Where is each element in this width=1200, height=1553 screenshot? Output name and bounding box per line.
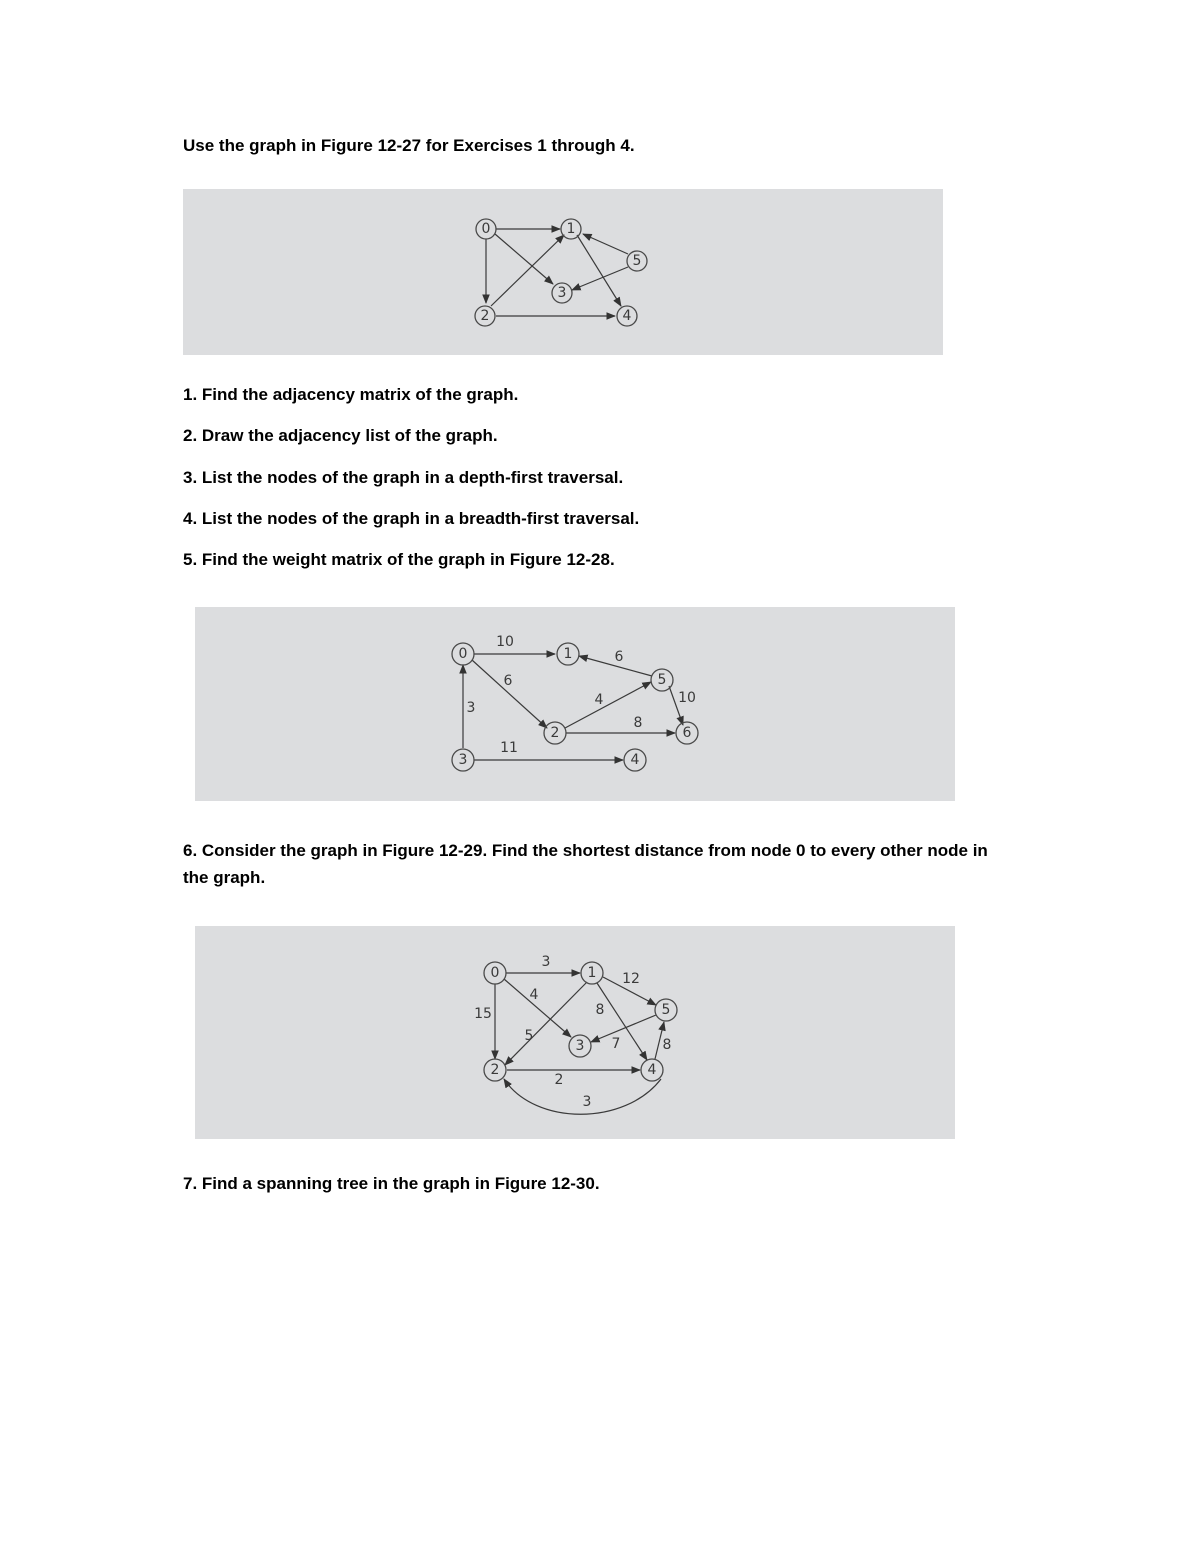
edge-weight: 4 (594, 692, 604, 708)
graph-node (452, 643, 474, 665)
edge-weight: 5 (524, 1028, 534, 1044)
edges (486, 229, 628, 316)
exercise-4: 4. List the nodes of the graph in a breadth-first traversal. (183, 509, 640, 528)
graph-node (581, 962, 603, 984)
svg-text:5: 5 (632, 253, 642, 269)
graph-node (617, 306, 637, 326)
graph-node (641, 1059, 663, 1081)
edge-weight: 11 (500, 740, 518, 756)
edge-weight: 8 (662, 1037, 672, 1053)
figure-12-27 (183, 189, 943, 355)
graph-node (655, 999, 677, 1021)
figure-12-28 (195, 607, 955, 801)
edge-weight: 8 (595, 1002, 605, 1018)
edge-5-3 (591, 1015, 656, 1042)
graph-node (552, 283, 572, 303)
edge-weight: 4 (529, 987, 539, 1003)
graph-node (452, 749, 474, 771)
graph-node (475, 306, 495, 326)
svg-text:0: 0 (481, 221, 491, 237)
svg-text:3: 3 (575, 1038, 585, 1054)
svg-text:4: 4 (647, 1062, 657, 1078)
edge-1-4 (577, 235, 621, 306)
svg-text:5: 5 (661, 1002, 671, 1018)
svg-text:1: 1 (563, 646, 573, 662)
figure-12-29-graph (195, 926, 955, 1139)
figure-12-27-graph (183, 189, 943, 355)
edge-0-3 (495, 234, 553, 284)
svg-text:1: 1 (587, 965, 597, 981)
edge-0-2 (472, 660, 547, 728)
graph-node (484, 1059, 506, 1081)
edge-5-1 (583, 234, 628, 254)
exercise-3: 3. List the nodes of the graph in a depth-first traversal. (183, 468, 624, 487)
svg-text:5: 5 (657, 672, 667, 688)
exercise-1: 1. Find the adjacency matrix of the graph. (183, 385, 519, 404)
graph-node (651, 669, 673, 691)
intro-text: Use the graph in Figure 12-27 for Exercises 1 through 4. (183, 136, 635, 155)
svg-text:2: 2 (490, 1062, 500, 1078)
svg-text:0: 0 (458, 646, 468, 662)
edge-weight: 6 (614, 649, 624, 665)
svg-text:4: 4 (622, 308, 632, 324)
edges (463, 654, 683, 760)
exercise-7: 7. Find a spanning tree in the graph in Figure 12-30. (183, 1174, 600, 1193)
graph-node (624, 749, 646, 771)
svg-text:2: 2 (550, 725, 560, 741)
svg-text:6: 6 (682, 725, 692, 741)
graph-node (476, 219, 496, 239)
graph-node (544, 722, 566, 744)
svg-text:4: 4 (630, 752, 640, 768)
graph-node (569, 1035, 591, 1057)
edge-weight: 6 (503, 673, 513, 689)
svg-text:0: 0 (490, 965, 500, 981)
edge-weight: 2 (554, 1072, 564, 1088)
edge-weight: 15 (474, 1006, 492, 1022)
exercise-6: 6. Consider the graph in Figure 12-29. Find the shortest distance from node 0 to every other node in the graph. (183, 841, 988, 887)
svg-text:3: 3 (458, 752, 468, 768)
edge-weight: 3 (466, 700, 476, 716)
edge-weight: 10 (496, 634, 514, 650)
edge-weight: 3 (582, 1094, 592, 1110)
graph-node (557, 643, 579, 665)
figure-12-28-graph (195, 607, 955, 801)
edge-weight: 10 (678, 690, 696, 706)
graph-node (561, 219, 581, 239)
edge-5-3 (572, 267, 628, 290)
graph-node (676, 722, 698, 744)
edge-weight: 8 (633, 715, 643, 731)
svg-text:3: 3 (557, 285, 567, 301)
svg-text:1: 1 (566, 221, 576, 237)
figure-12-29 (195, 926, 955, 1139)
edge-weight: 7 (611, 1036, 621, 1052)
edge-weight: 12 (622, 971, 640, 987)
edge-weight: 3 (541, 954, 551, 970)
svg-text:2: 2 (480, 308, 490, 324)
graph-node (484, 962, 506, 984)
exercise-2: 2. Draw the adjacency list of the graph. (183, 426, 498, 445)
graph-node (627, 251, 647, 271)
exercise-5: 5. Find the weight matrix of the graph in Figure 12-28. (183, 550, 615, 569)
edge-2-1 (491, 235, 564, 306)
